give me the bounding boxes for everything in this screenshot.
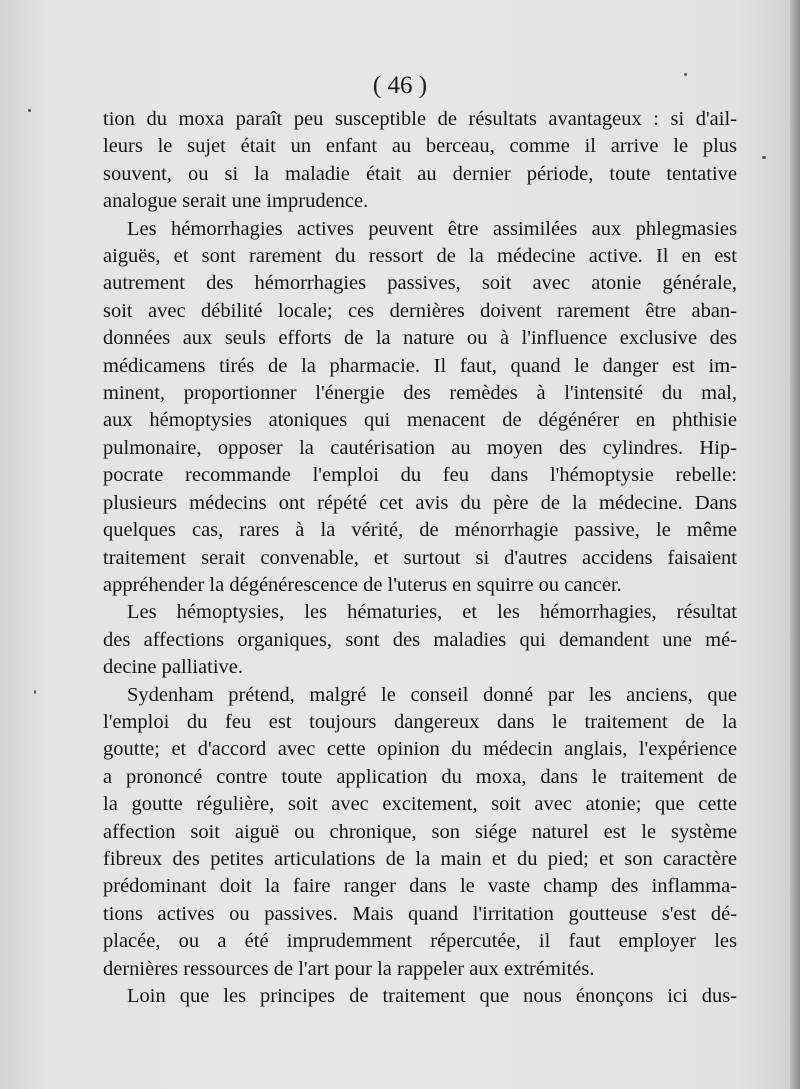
text-line: fibreux des petites articulations de la main et du pied; et son caractère: [103, 847, 737, 870]
paragraph-5: [103, 983, 737, 1010]
text-line: traitement serait convenable, et surtout si d'autres accidens faisaient: [103, 546, 737, 569]
text-line: soit avec débilité locale; ces dernières doivent rarement être aban-: [103, 299, 737, 322]
text-line: Sydenham prétend, malgré le conseil donné par les anciens, que: [127, 683, 737, 706]
text-line: autrement des hémorrhagies passives, soit avec atonie générale,: [103, 272, 737, 295]
text-line: pulmonaire, opposer la cautérisation au moyen des cylindres. Hip-: [103, 436, 737, 459]
print-speck: [34, 690, 36, 694]
page-edge-shadow: [790, 0, 800, 1089]
text-line: leurs le sujet était un enfant au berceau, comme il arrive le plus: [103, 135, 737, 158]
text-line: a prononcé contre toute application du moxa, dans le traitement de: [103, 765, 737, 788]
text-line: Les hémoptysies, les hématuries, et les hémorrhagies, résultat: [127, 601, 737, 624]
text-line: plusieurs médecins ont répété cet avis du père de la médecine. Dans: [103, 491, 737, 514]
text-line: minent, proportionner l'énergie des remèdes à l'intensité du mal,: [103, 382, 737, 405]
text-line: des affections organiques, sont des maladies qui demandent une mé-: [103, 628, 737, 651]
text-line: goutte; et d'accord avec cette opinion du médecin anglais, l'expérience: [103, 738, 737, 761]
paragraph-2: [103, 216, 737, 600]
print-speck: [684, 73, 687, 76]
paragraph-1: [103, 106, 737, 216]
text-line: médicamens tirés de la pharmacie. Il faut, quand le danger est im-: [103, 354, 737, 377]
text-line: placée, ou a été imprudemment répercutée, il faut employer les: [103, 930, 737, 953]
paragraph-4: [103, 682, 737, 983]
text-line: tions actives ou passives. Mais quand l'irritation goutteuse s'est dé-: [103, 902, 737, 925]
text-line: la goutte régulière, soit avec excitement, soit avec atonie; que cette: [103, 793, 737, 816]
body-text: [103, 106, 737, 1010]
text-line: aiguës, et sont rarement du ressort de la médecine active. Il en est: [103, 245, 737, 268]
text-line: l'emploi du feu est toujours dangereux dans le traitement de la: [103, 710, 737, 733]
print-speck: [762, 156, 766, 159]
text-line: données aux seuls efforts de la nature ou à l'influence exclusive des: [103, 327, 737, 350]
text-line: tion du moxa paraît peu susceptible de résultats avantageux : si d'ail-: [103, 108, 737, 130]
text-line: appréhender la dégénérescence de l'uterus en squirre ou cancer.: [103, 573, 622, 596]
text-line: dernières ressources de l'art pour la rappeler aux extrémités.: [103, 957, 595, 980]
text-line: Loin que les principes de traitement que nous énonçons ici dus-: [127, 985, 737, 1007]
text-line: pocrate recommande l'emploi du feu dans l'hémoptysie rebelle:: [103, 464, 737, 487]
text-line: quelques cas, rares à la vérité, de ménorrhagie passive, le même: [103, 519, 737, 542]
text-line: affection soit aiguë ou chronique, son siége naturel est le système: [103, 820, 737, 843]
text-line: souvent, ou si la maladie était au dernier période, toute tentative: [103, 162, 737, 185]
text-line: Les hémorrhagies actives peuvent être assimilées aux phlegmasies: [127, 217, 737, 240]
text-line: prédominant doit la faire ranger dans le vaste champ des inflamma-: [103, 875, 737, 898]
text-line: analogue serait une imprudence.: [103, 190, 369, 213]
text-line: decine palliative.: [103, 656, 244, 679]
text-line: aux hémoptysies atoniques qui menacent de dégénérer en phthisie: [103, 409, 737, 432]
print-speck: [28, 109, 31, 112]
page-number: ( 46 ): [372, 72, 428, 99]
paragraph-3: [103, 599, 737, 681]
